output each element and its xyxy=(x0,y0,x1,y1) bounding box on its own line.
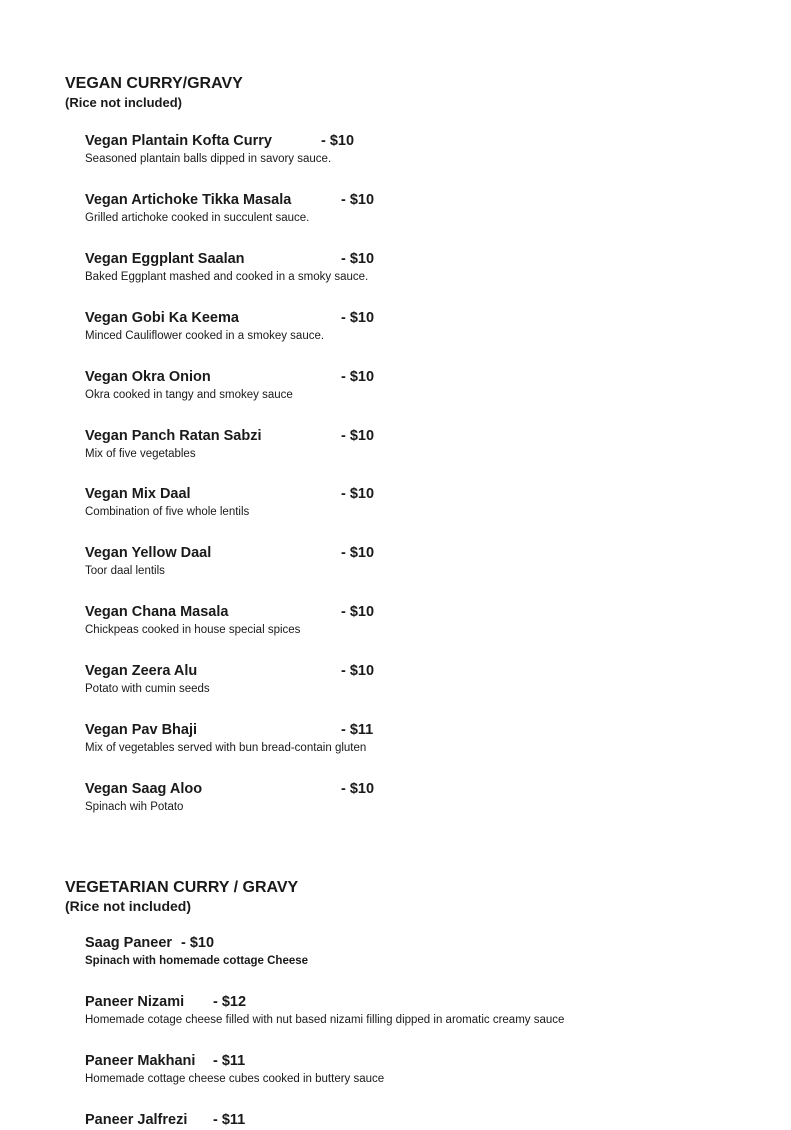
vegan-curry-section xyxy=(65,74,765,813)
item-price: - $10 xyxy=(321,133,355,149)
item-description: Homemade cottage cheese cubes cooked in buttery sauce xyxy=(85,1073,385,1085)
menu-item xyxy=(85,190,765,226)
menu-item xyxy=(85,543,765,579)
item-name: Vegan Saag Aloo xyxy=(85,781,203,797)
menu-item xyxy=(85,992,765,1028)
item-description: Spinach wih Potato xyxy=(85,801,184,813)
item-price: - $10 xyxy=(341,192,375,208)
menu-item xyxy=(85,602,765,638)
item-description: Spinach with homemade cottage Cheese xyxy=(85,955,309,967)
item-price: - $10 xyxy=(341,369,375,385)
menu-item xyxy=(85,484,765,520)
item-price: - $10 xyxy=(341,428,375,444)
item-price: - $11 xyxy=(213,1053,246,1069)
section-note: (Rice not included) xyxy=(65,898,191,914)
item-name: Saag Paneer xyxy=(85,935,173,951)
item-price: - $10 xyxy=(341,545,375,561)
item-description: Chickpeas cooked in house special spices xyxy=(85,624,301,636)
item-description: Mix of vegetables served with bun bread-contain gluten xyxy=(85,742,367,754)
menu-item xyxy=(85,308,765,344)
item-description: Seasoned plantain balls dipped in savory sauce. xyxy=(85,153,332,165)
section-title: VEGAN CURRY/GRAVY xyxy=(65,75,243,92)
menu-item xyxy=(85,249,765,285)
item-description: Baked Eggplant mashed and cooked in a smoky sauce. xyxy=(85,271,369,283)
vegetarian-curry-section xyxy=(65,878,765,1128)
item-description: Combination of five whole lentils xyxy=(85,506,250,518)
section-title: VEGETARIAN CURRY / GRAVY xyxy=(65,879,299,896)
item-price: - $10 xyxy=(341,663,375,679)
item-description: Grilled artichoke cooked in succulent sauce. xyxy=(85,212,310,224)
item-description: Homemade cotage cheese filled with nut based nizami filling dipped in aromatic creamy sauce xyxy=(85,1014,565,1026)
item-price: - $10 xyxy=(341,251,375,267)
item-description: Toor daal lentils xyxy=(85,565,165,577)
item-description: Potato with cumin seeds xyxy=(85,683,210,695)
section-note: (Rice not included) xyxy=(65,95,182,110)
item-name: Vegan Eggplant Saalan xyxy=(85,251,245,267)
item-name: Paneer Makhani xyxy=(85,1053,196,1069)
item-name: Vegan Pav Bhaji xyxy=(85,722,198,738)
item-name: Vegan Zeera Alu xyxy=(85,663,198,679)
menu-item xyxy=(85,131,765,167)
item-name: Vegan Artichoke Tikka Masala xyxy=(85,192,292,208)
item-name: Paneer Jalfrezi xyxy=(85,1112,188,1128)
menu-item xyxy=(85,367,765,403)
item-name: Vegan Plantain Kofta Curry xyxy=(85,133,272,149)
menu-item xyxy=(85,426,765,462)
menu-item xyxy=(85,1110,765,1130)
menu-item xyxy=(85,1051,765,1087)
item-price: - $10 xyxy=(341,486,375,502)
item-price: - $10 xyxy=(341,604,375,620)
menu-item xyxy=(85,720,765,756)
item-price: - $11 xyxy=(341,722,374,738)
item-description: Okra cooked in tangy and smokey sauce xyxy=(85,389,293,401)
item-description: Minced Cauliflower cooked in a smokey sauce. xyxy=(85,330,325,342)
item-price: - $10 xyxy=(341,781,375,797)
menu-item xyxy=(85,779,765,815)
item-name: Vegan Gobi Ka Keema xyxy=(85,310,239,326)
item-description: Mix of five vegetables xyxy=(85,448,196,460)
item-price: - $10 xyxy=(181,935,215,951)
item-price: - $10 xyxy=(341,310,375,326)
item-name: Vegan Yellow Daal xyxy=(85,545,212,561)
item-name: Vegan Panch Ratan Sabzi xyxy=(85,428,262,444)
menu-item xyxy=(85,933,765,969)
item-name: Vegan Chana Masala xyxy=(85,604,229,620)
item-price: - $12 xyxy=(213,994,247,1010)
item-name: Vegan Okra Onion xyxy=(85,369,211,385)
item-price: - $11 xyxy=(213,1112,246,1128)
menu-item xyxy=(85,661,765,697)
item-name: Vegan Mix Daal xyxy=(85,486,191,502)
item-name: Paneer Nizami xyxy=(85,994,185,1010)
